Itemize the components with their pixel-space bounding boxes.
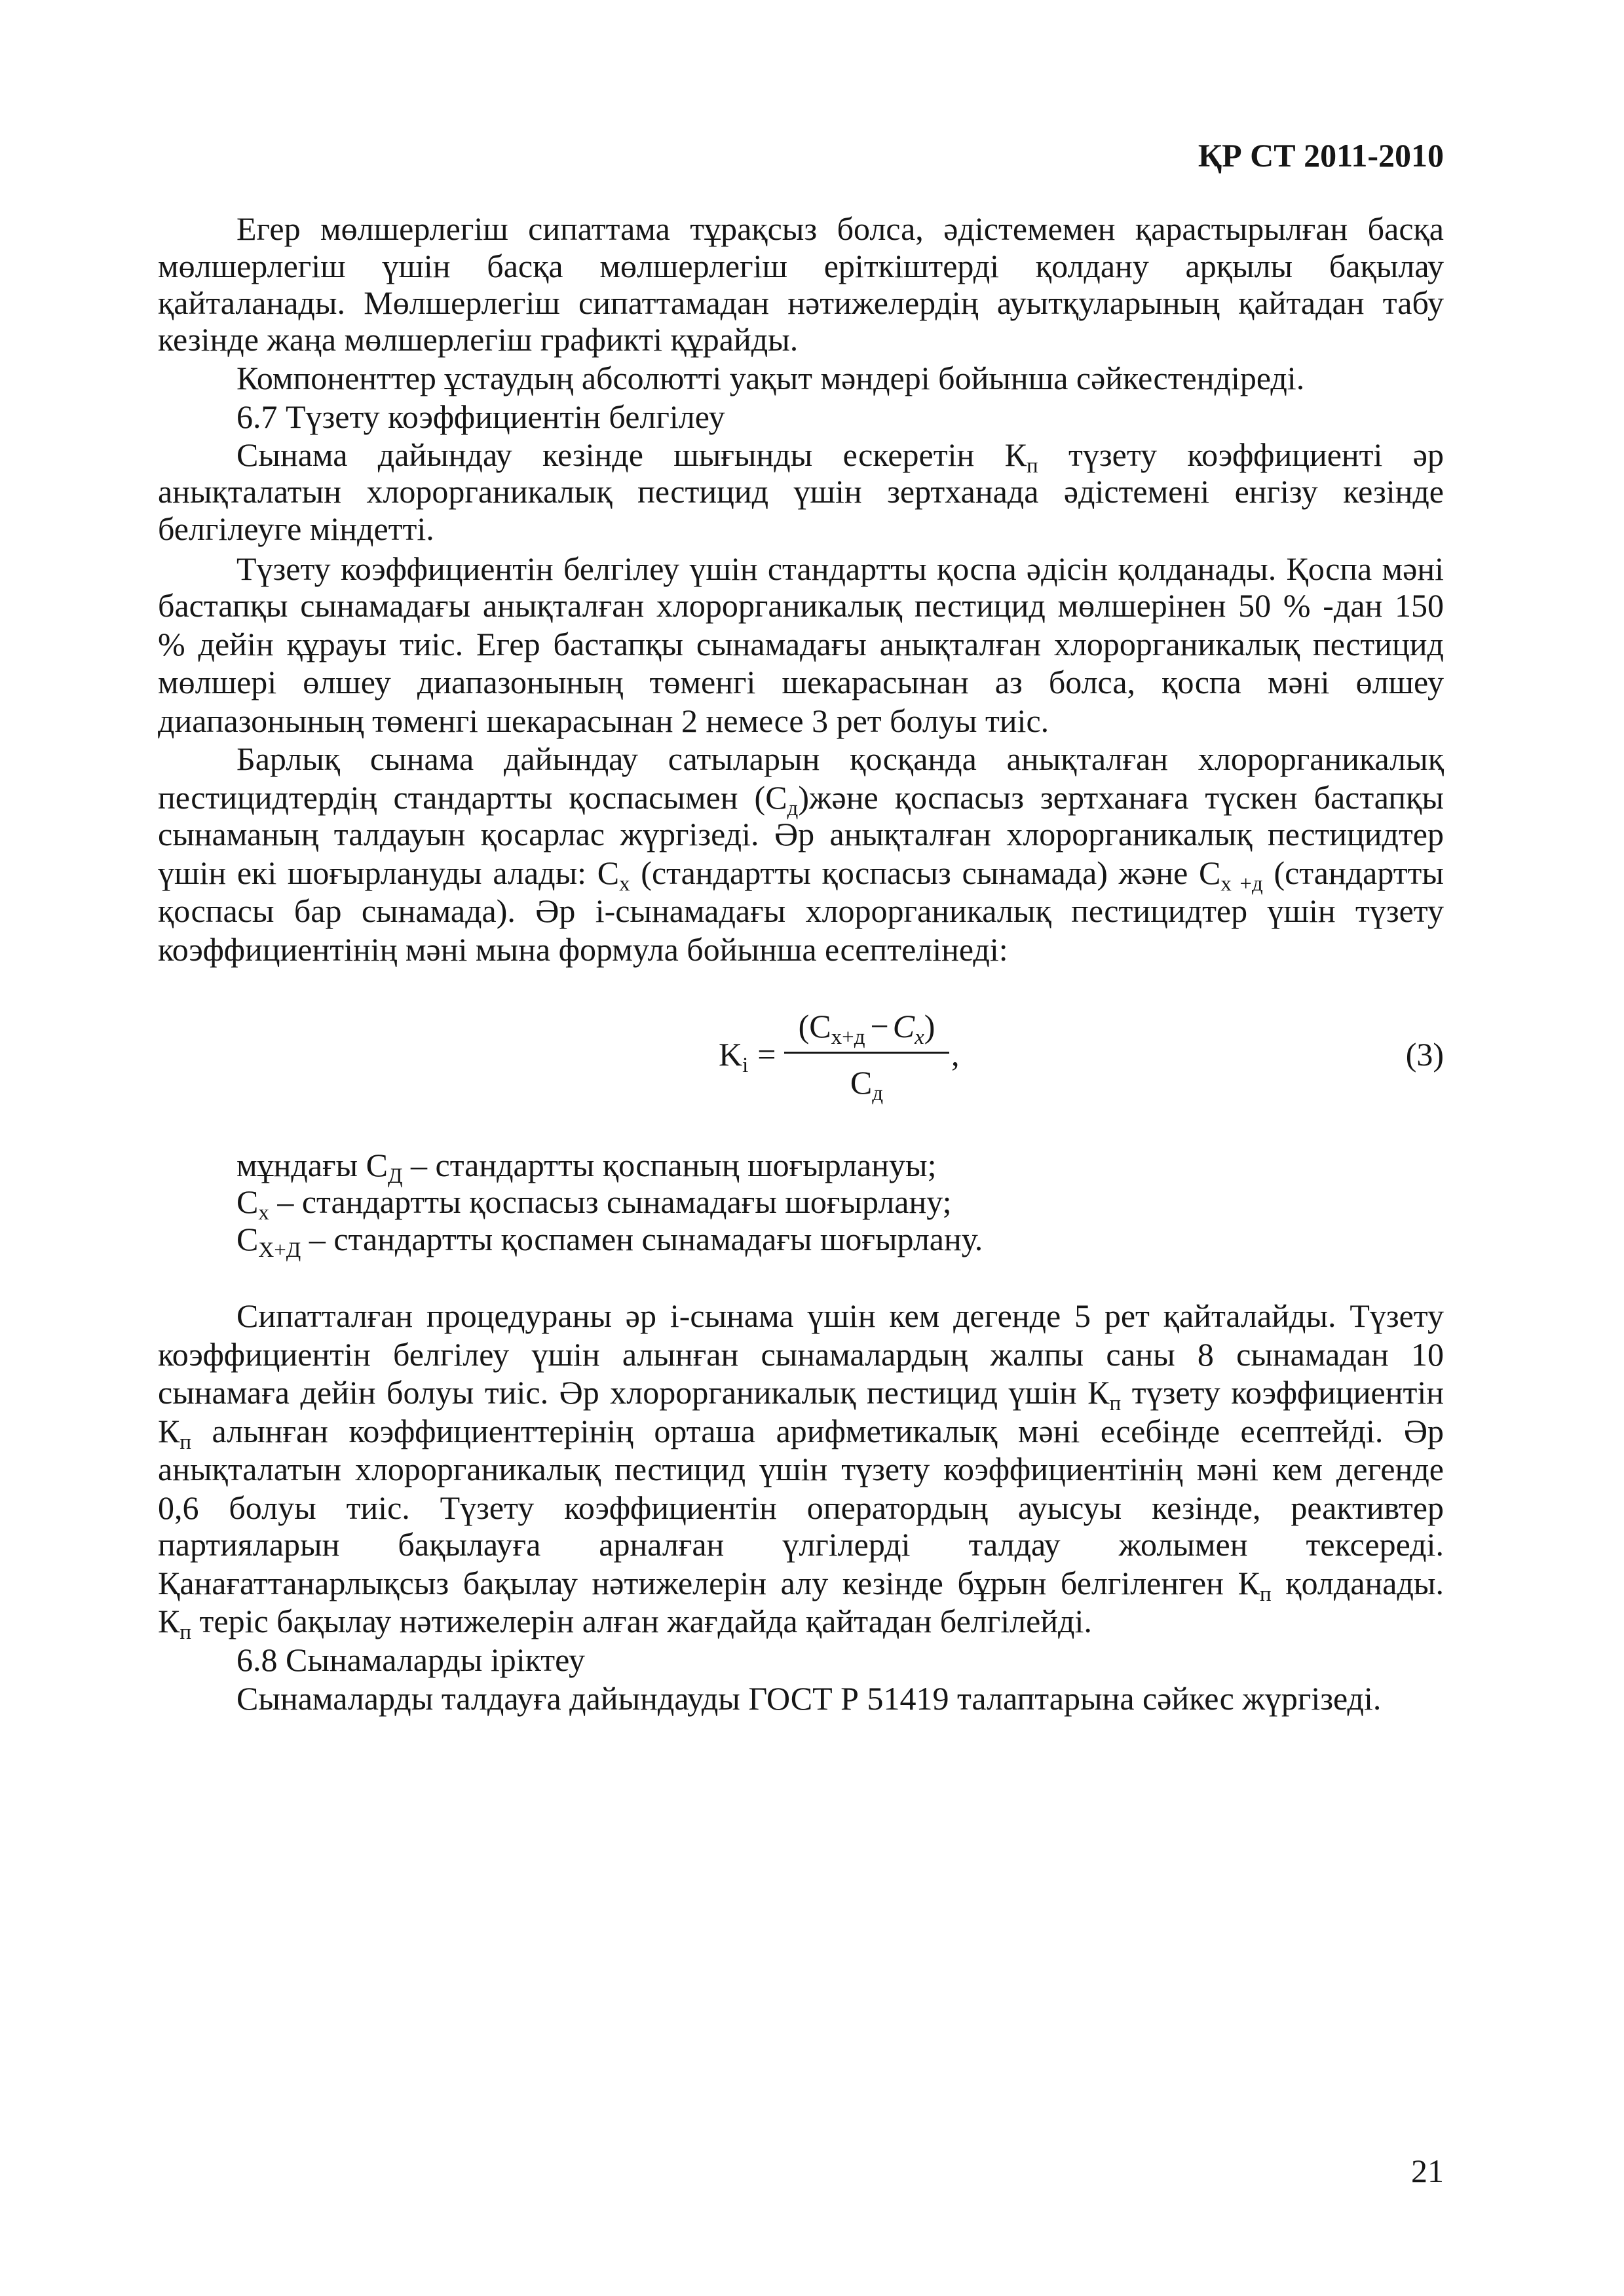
text-line: [158, 321, 1444, 358]
text: қайталанады. Мөлшерлегіш сипаттамадан нәтижелердің ауытқуларының қайтадан табу: [158, 284, 1444, 321]
text-line: [158, 1336, 1444, 1373]
formula-text: ): [924, 1008, 935, 1044]
text: диапазонының төменгі шекарасынан 2 немесе 3 рет болуы тиіс.: [158, 702, 1049, 739]
text: % дейін құрауы тиіс. Егер бастапқы сынамадағы анықталған хлорорганикалық пестицид: [158, 626, 1444, 662]
subscript: п: [1026, 454, 1038, 478]
text: С: [236, 1221, 259, 1257]
text: анықталатын хлорорганикалық пестицид үшін зертханада әдістемені енгізу кезінде: [158, 473, 1444, 510]
equals-sign: =: [757, 1036, 776, 1073]
text-line: [236, 1183, 1444, 1225]
text: коэффициентін белгілеу үшін алынған сынамалардың жалпы саны 8 сынамадан 10: [158, 1336, 1444, 1373]
text-line: [158, 587, 1444, 624]
subscript: п: [179, 1430, 192, 1454]
text: 6.8 Сынамаларды іріктеу: [236, 1641, 586, 1678]
fraction-bar: [784, 1052, 949, 1054]
text: анықталатын хлорорганикалық пестицид үшін түзету коэффициентінің мәні кем дегенде: [158, 1451, 1444, 1487]
text: мұндағы С: [236, 1147, 388, 1183]
text-line: [236, 436, 1444, 478]
text: Сынамаларды талдауға дайындауды ГОСТ Р 51419 талаптарына сәйкес жүргізеді.: [236, 1680, 1382, 1717]
text: мөлшерлегіш үшін басқа мөлшерлегіш еріткіштерді қолдану арқылы бақылау: [158, 248, 1444, 284]
text: алынған коэффициенттерінің орташа арифметикалық мәні есебінде есептейді. Әр: [191, 1413, 1444, 1449]
text-line: [158, 1603, 1444, 1644]
formula-text: С: [850, 1064, 873, 1101]
text-line: [236, 740, 1444, 777]
text: қоспасы бар сынамада). Әр і-сынамадағы хлорорганикалық пестицидтер үшін түзету: [158, 892, 1444, 929]
text-line: [158, 1489, 1444, 1526]
subscript: х +д: [1220, 872, 1263, 896]
text: 0,6 болуы тиіс. Түзету коэффициентін оператордың ауысуы кезінде, реактивтер: [158, 1489, 1444, 1526]
text-line: [236, 360, 1444, 396]
subscript: Д: [387, 1164, 403, 1188]
text: партияларын бақылауға арналған үлгілерді талдау жолымен тексереді.: [158, 1526, 1444, 1563]
fraction-numerator: [784, 1006, 949, 1049]
text: мөлшері өлшеу диапазонының төменгі шекарасынан аз болса, қоспа мәні өлшеу: [158, 664, 1444, 700]
text: белгілеуге міндетті.: [158, 510, 434, 547]
text: Түзету коэффициентін белгілеу үшін стандартты қоспа әдісін қолданады. Қоспа мәні: [236, 550, 1444, 587]
text: – стандартты қоспамен сынамадағы шоғырлану.: [301, 1221, 983, 1257]
text: К: [158, 1603, 180, 1639]
text-line: [236, 1297, 1444, 1334]
text-line: [158, 248, 1444, 284]
text-line: [158, 1526, 1444, 1563]
text-line: [158, 664, 1444, 700]
formula-fraction: [784, 1004, 949, 1105]
equation-number: (3): [1405, 1036, 1444, 1073]
text-line: [158, 779, 1444, 820]
text: Егер мөлшерлегіш сипаттама тұрақсыз болса, әдістемемен қарастырылған басқа: [236, 210, 1444, 247]
text-line: [158, 702, 1444, 739]
formula-text: (С: [798, 1008, 831, 1044]
formula-comma: ,: [951, 1036, 960, 1073]
subscript: Х+Д: [258, 1238, 301, 1262]
subscript: д: [872, 1082, 884, 1105]
subscript: х: [619, 872, 630, 896]
section-heading: [236, 1641, 1444, 1678]
text: коэффициентінің мәні мына формула бойынша есептелінеді:: [158, 931, 1008, 968]
text-line: [158, 1374, 1445, 1415]
text: қолданады.: [1271, 1565, 1444, 1601]
text: (стандартты қоспасыз сынамада) және С: [630, 854, 1221, 891]
text-line: [158, 510, 1444, 547]
subscript: д: [787, 797, 799, 820]
text: 6.7 Түзету коэффициентін белгілеу: [236, 398, 725, 435]
text-line: [236, 1147, 1444, 1188]
text-line: [158, 1413, 1444, 1454]
text-line: [158, 892, 1444, 929]
text: Компоненттер ұстаудың абсолютті уақыт мәндері бойынша сәйкестендіреді.: [236, 360, 1305, 396]
text: сынаманың талдауын қосарлас жүргізеді. Әр анықталған хлорорганикалық пестицидтер: [158, 816, 1444, 852]
subscript: х+д: [831, 1025, 865, 1049]
text: түзету коэффициенті әр: [1038, 436, 1444, 473]
text: үшін екі шоғырлануды алады: С: [158, 854, 620, 891]
text: – стандартты қоспасыз сынамадағы шоғырлану;: [269, 1183, 952, 1220]
text: – стандартты қоспаның шоғырлануы;: [402, 1147, 937, 1183]
text: Сынама дайындау кезінде шығынды ескеретін К: [236, 436, 1027, 473]
text-line: [236, 1221, 1444, 1262]
text: пестицидтердің стандартты қоспасымен (С: [158, 779, 787, 816]
text: Барлық сынама дайындау сатыларын қосқанда анықталған хлорорганикалық: [236, 740, 1444, 777]
formula-lhs: [719, 1036, 776, 1077]
fraction-denominator: [784, 1063, 949, 1105]
minus-sign: −: [870, 1008, 889, 1044]
subscript: п: [1259, 1582, 1272, 1606]
page-number: 21: [1411, 2152, 1444, 2189]
text-line: [158, 931, 1444, 968]
text: түзету коэффициентін: [1121, 1374, 1445, 1411]
text: теріс бақылау нәтижелерін алған жағдайда қайтадан белгілейді.: [191, 1603, 1092, 1639]
text: Қанағаттанарлықсыз бақылау нәтижелерін алу кезінде бұрын белгіленген К: [158, 1565, 1260, 1601]
document-code: ҚР СТ 2011-2010: [1198, 137, 1444, 174]
subscript: x: [915, 1025, 924, 1049]
text-line: [236, 550, 1444, 587]
text: С: [236, 1183, 259, 1220]
text: К: [158, 1413, 180, 1449]
subscript: i: [742, 1054, 749, 1077]
subscript: п: [179, 1620, 192, 1644]
formula-symbol: K: [719, 1036, 743, 1073]
text-line: [236, 210, 1444, 247]
text: Сипатталған процедураны әр і-сынама үшін кем дегенде 5 рет қайталайды. Түзету: [236, 1297, 1444, 1334]
formula-variable: C: [892, 1008, 915, 1044]
text: сынамаға дейін болуы тиіс. Әр хлорорганикалық пестицид үшін К: [158, 1374, 1110, 1411]
text: )және қоспасыз зертханаға түскен бастапқы: [798, 779, 1444, 816]
text-line: [158, 626, 1444, 662]
subscript: п: [1109, 1392, 1122, 1415]
subscript: х: [258, 1201, 269, 1225]
text: кезінде жаңа мөлшерлегіш графикті құрайды.: [158, 321, 799, 358]
section-heading: [236, 398, 1444, 435]
text-line: [158, 473, 1444, 510]
text-line: [236, 1680, 1444, 1717]
text-line: [158, 1451, 1444, 1487]
text: бастапқы сынамадағы анықталған хлорорганикалық пестицид мөлшерінен 50 % -дан 150: [158, 587, 1444, 624]
text-line: [158, 1565, 1444, 1606]
text-line: [158, 816, 1444, 852]
text: (стандартты: [1262, 854, 1444, 891]
text-line: [158, 854, 1444, 896]
text-line: [158, 284, 1444, 321]
